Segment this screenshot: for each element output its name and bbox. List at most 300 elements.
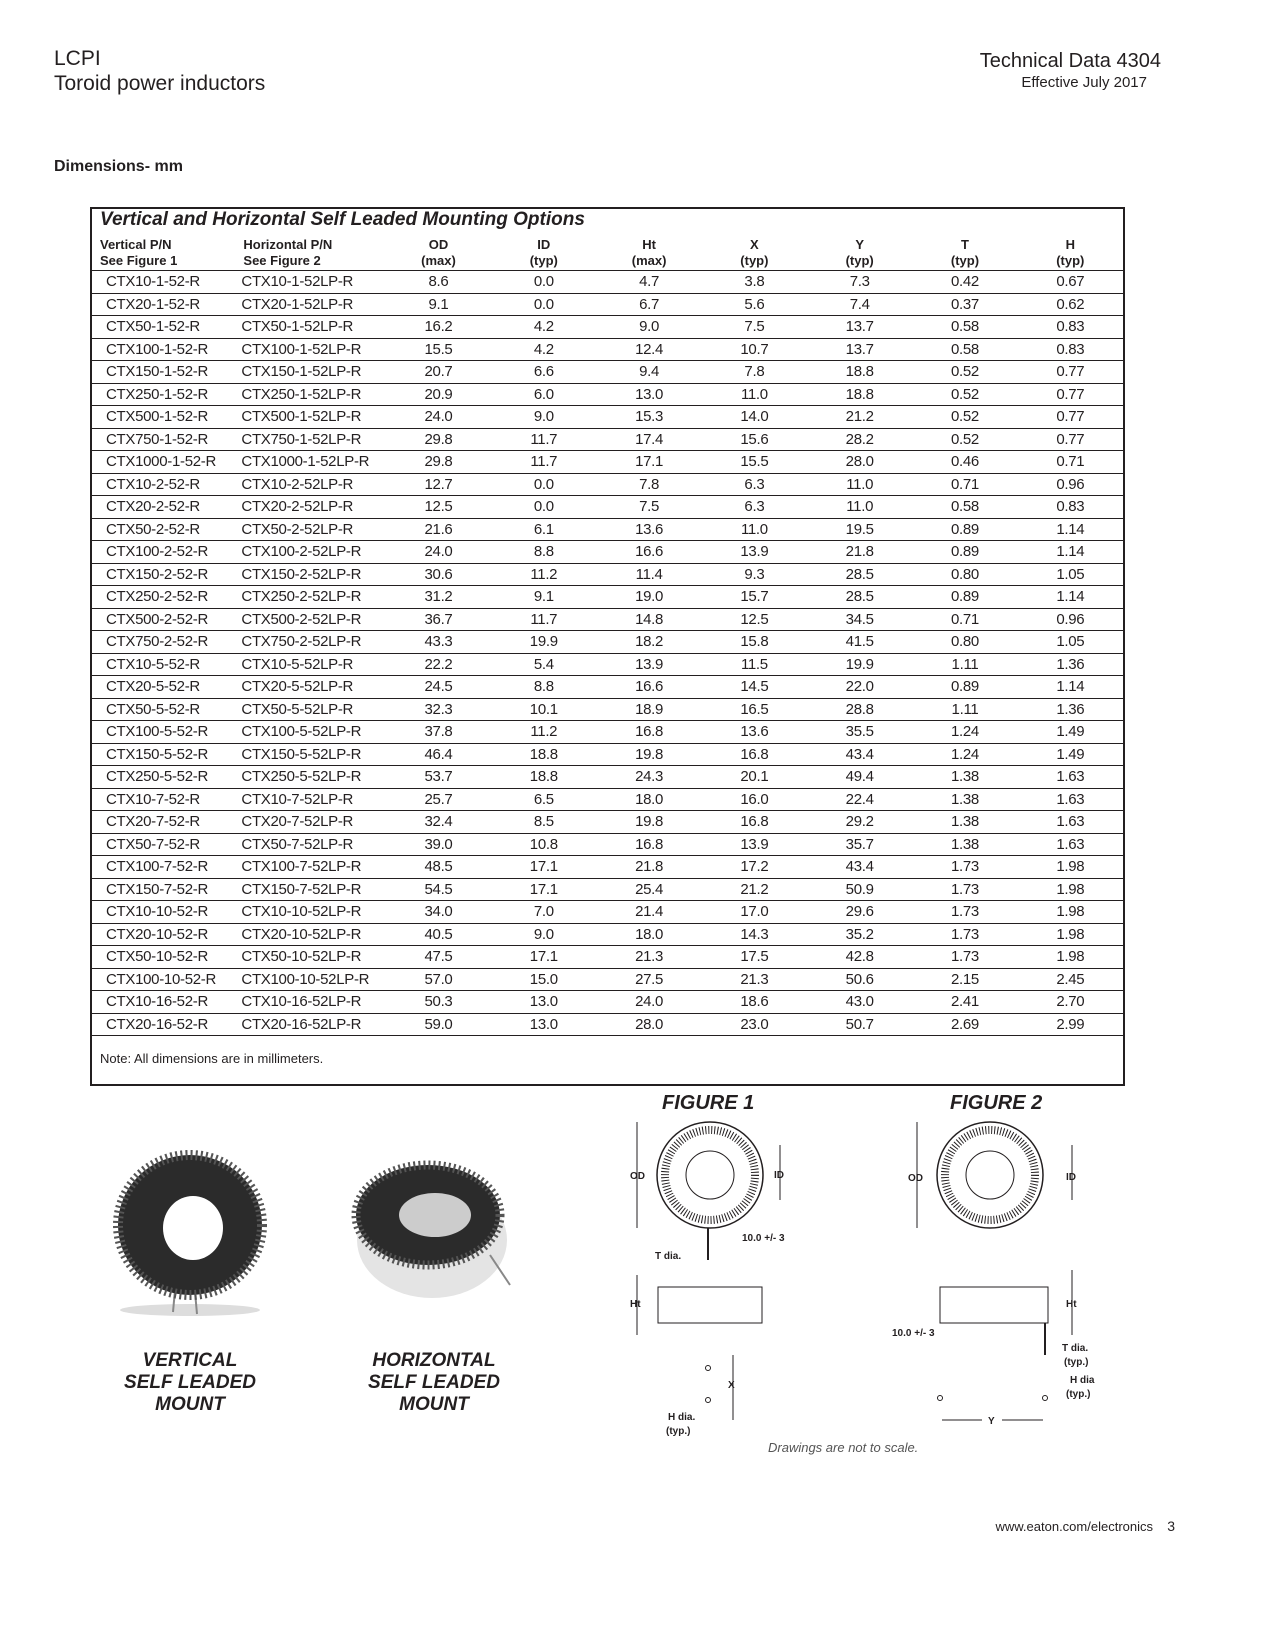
table-cell: 10.7	[702, 338, 807, 361]
table-cell: 0.42	[912, 271, 1017, 294]
table-cell: 15.3	[596, 406, 701, 429]
table-cell: CTX750-1-52-R	[92, 428, 235, 451]
table-cell: 9.0	[596, 316, 701, 339]
table-cell: 18.6	[702, 991, 807, 1014]
table-cell: 28.5	[807, 563, 912, 586]
table-cell: CTX20-1-52-R	[92, 293, 235, 316]
table-cell: CTX750-2-52LP-R	[235, 631, 385, 654]
table-cell: 21.3	[596, 946, 701, 969]
table-cell: 1.05	[1018, 563, 1123, 586]
table-cell: 29.6	[807, 901, 912, 924]
table-cell: CTX250-2-52LP-R	[235, 586, 385, 609]
table-cell: 28.0	[807, 451, 912, 474]
table-cell: 15.7	[702, 586, 807, 609]
table-cell: 25.4	[596, 878, 701, 901]
table-cell: 18.8	[491, 743, 596, 766]
table-cell: 1.14	[1018, 541, 1123, 564]
table-cell: 19.8	[596, 743, 701, 766]
table-cell: 1.73	[912, 946, 1017, 969]
table-cell: CTX50-10-52LP-R	[235, 946, 385, 969]
table-cell: CTX150-7-52LP-R	[235, 878, 385, 901]
table-cell: CTX250-5-52LP-R	[235, 766, 385, 789]
table-cell: 0.83	[1018, 496, 1123, 519]
table-cell: 0.0	[491, 271, 596, 294]
t-dia-typ-label: (typ.)	[1064, 1357, 1089, 1368]
table-cell: 1.11	[912, 653, 1017, 676]
effective-date: Effective July 2017	[1021, 74, 1147, 91]
table-cell: 21.2	[702, 878, 807, 901]
column-header-line: T	[961, 237, 969, 252]
table-cell: 29.8	[386, 428, 491, 451]
header-left	[54, 46, 265, 96]
table-cell: 1.98	[1018, 901, 1123, 924]
table-row	[92, 901, 1123, 924]
table-cell: 1.24	[912, 743, 1017, 766]
table-cell: 54.5	[386, 878, 491, 901]
column-header-line: OD	[428, 237, 449, 252]
table-cell: 8.8	[491, 676, 596, 699]
caption-line: SELF LEADED	[368, 1372, 500, 1393]
table-cell: CTX10-7-52-R	[92, 788, 235, 811]
table-cell: 28.2	[807, 428, 912, 451]
table-cell: 11.0	[702, 518, 807, 541]
table-cell: 43.0	[807, 991, 912, 1014]
table-cell: 22.0	[807, 676, 912, 699]
table-cell: CTX50-7-52LP-R	[235, 833, 385, 856]
table-cell: 1.63	[1018, 833, 1123, 856]
table-cell: 10.1	[491, 698, 596, 721]
table-cell: 1.73	[912, 901, 1017, 924]
table-cell: CTX20-2-52-R	[92, 496, 235, 519]
table-cell: CTX500-1-52LP-R	[235, 406, 385, 429]
table-cell: 4.2	[491, 338, 596, 361]
table-cell: 15.5	[702, 451, 807, 474]
lead-length-label: 10.0 +/- 3	[742, 1233, 785, 1244]
table-cell: CTX100-1-52-R	[92, 338, 235, 361]
table-cell: 1.38	[912, 811, 1017, 834]
table-cell: 27.5	[596, 968, 701, 991]
table-cell: CTX50-1-52-R	[92, 316, 235, 339]
table-row	[92, 991, 1123, 1014]
table-cell: 17.1	[491, 946, 596, 969]
table-row	[92, 811, 1123, 834]
table-cell: 5.4	[491, 653, 596, 676]
table-cell: 32.3	[386, 698, 491, 721]
table-row	[92, 586, 1123, 609]
table-cell: CTX20-1-52LP-R	[235, 293, 385, 316]
table-cell: 24.3	[596, 766, 701, 789]
table-cell: 50.3	[386, 991, 491, 1014]
table-cell: 32.4	[386, 811, 491, 834]
table-cell: CTX20-7-52LP-R	[235, 811, 385, 834]
table-cell: 0.77	[1018, 383, 1123, 406]
caption-line: MOUNT	[155, 1394, 225, 1415]
table-cell: 1.14	[1018, 586, 1123, 609]
table-cell: 6.7	[596, 293, 701, 316]
vertical-mount-caption	[90, 1350, 290, 1416]
table-cell: 13.6	[702, 721, 807, 744]
table-cell: 10.8	[491, 833, 596, 856]
table-cell: 0.80	[912, 631, 1017, 654]
table-cell: CTX150-7-52-R	[92, 878, 235, 901]
figure-1-drawing	[610, 1115, 830, 1445]
table-cell: 1.73	[912, 856, 1017, 879]
table-cell: 25.7	[386, 788, 491, 811]
h-dia-label: H dia	[1070, 1375, 1095, 1386]
table-cell: CTX100-10-52LP-R	[235, 968, 385, 991]
table-cell: 1.38	[912, 833, 1017, 856]
table-cell: 8.5	[491, 811, 596, 834]
table-cell: 16.8	[596, 833, 701, 856]
table-cell: 1.73	[912, 923, 1017, 946]
table-row	[92, 406, 1123, 429]
table-cell: 7.8	[596, 473, 701, 496]
table-cell: CTX100-10-52-R	[92, 968, 235, 991]
table-cell: CTX100-5-52LP-R	[235, 721, 385, 744]
table-cell: 0.89	[912, 676, 1017, 699]
table-cell: CTX100-2-52-R	[92, 541, 235, 564]
table-cell: CTX500-1-52-R	[92, 406, 235, 429]
header-right	[980, 50, 1161, 94]
table-cell: 30.6	[386, 563, 491, 586]
figure-2-drawing	[890, 1115, 1120, 1425]
caption-line: HORIZONTAL	[372, 1350, 496, 1371]
table-cell: 19.0	[596, 586, 701, 609]
table-cell: 50.6	[807, 968, 912, 991]
table-cell: 46.4	[386, 743, 491, 766]
caption-line: SELF LEADED	[124, 1372, 256, 1393]
table-cell: 9.3	[702, 563, 807, 586]
table-cell: CTX20-7-52-R	[92, 811, 235, 834]
table-note: Note: All dimensions are in millimeters.	[100, 1051, 324, 1066]
table-cell: 17.2	[702, 856, 807, 879]
table-cell: CTX10-10-52-R	[92, 901, 235, 924]
table-cell: CTX20-16-52LP-R	[235, 1013, 385, 1036]
t-dia-label: T dia.	[655, 1251, 682, 1262]
table-cell: 12.5	[386, 496, 491, 519]
table-cell: 7.5	[596, 496, 701, 519]
table-cell: 16.8	[596, 721, 701, 744]
x-label: X	[728, 1380, 735, 1391]
table-cell: 17.1	[491, 856, 596, 879]
table-cell: CTX150-1-52LP-R	[235, 361, 385, 384]
table-cell: 13.9	[596, 653, 701, 676]
table-cell: 35.2	[807, 923, 912, 946]
column-header-line: See Figure 2	[243, 253, 321, 268]
table-cell: 0.58	[912, 316, 1017, 339]
table-cell: 16.8	[702, 811, 807, 834]
table-cell: 28.8	[807, 698, 912, 721]
table-cell: CTX150-5-52-R	[92, 743, 235, 766]
table-cell: 0.96	[1018, 608, 1123, 631]
table-cell: 1.14	[1018, 518, 1123, 541]
table-cell: 9.0	[491, 923, 596, 946]
table-cell: 24.0	[386, 406, 491, 429]
table-cell: 24.5	[386, 676, 491, 699]
table-cell: CTX10-10-52LP-R	[235, 901, 385, 924]
table-cell: 24.0	[596, 991, 701, 1014]
column-header-line: (typ)	[1056, 253, 1085, 268]
table-cell: 15.0	[491, 968, 596, 991]
table-cell: 13.0	[491, 1013, 596, 1036]
table-cell: CTX20-2-52LP-R	[235, 496, 385, 519]
table-header-row	[92, 233, 1123, 271]
drawing-note: Drawings are not to scale.	[768, 1440, 919, 1455]
table-cell: 1.98	[1018, 856, 1123, 879]
table-cell: 0.89	[912, 518, 1017, 541]
table-cell: 49.4	[807, 766, 912, 789]
table-cell: 18.8	[807, 383, 912, 406]
table-cell: CTX10-2-52LP-R	[235, 473, 385, 496]
table-cell: 14.5	[702, 676, 807, 699]
table-cell: 12.5	[702, 608, 807, 631]
table-cell: 14.0	[702, 406, 807, 429]
table-cell: 0.83	[1018, 316, 1123, 339]
ht-label: Ht	[1066, 1299, 1077, 1310]
table-cell: 20.9	[386, 383, 491, 406]
table-cell: 34.0	[386, 901, 491, 924]
table-row	[92, 518, 1123, 541]
table-cell: 11.7	[491, 451, 596, 474]
table-cell: 35.5	[807, 721, 912, 744]
table-row	[92, 428, 1123, 451]
horizontal-mount-caption	[334, 1350, 534, 1416]
table-cell: CTX20-5-52LP-R	[235, 676, 385, 699]
table-cell: 20.7	[386, 361, 491, 384]
table-cell: 13.6	[596, 518, 701, 541]
column-header-line: Horizontal P/N	[243, 237, 333, 252]
column-header	[235, 233, 385, 271]
table-cell: CTX20-16-52-R	[92, 1013, 235, 1036]
table-cell: 16.8	[702, 743, 807, 766]
table-cell: 11.7	[491, 608, 596, 631]
table-row	[92, 473, 1123, 496]
table-cell: CTX20-5-52-R	[92, 676, 235, 699]
table-cell: 0.52	[912, 383, 1017, 406]
table-cell: 2.69	[912, 1013, 1017, 1036]
column-header	[386, 233, 491, 271]
table-row	[92, 676, 1123, 699]
table-cell: 0.52	[912, 428, 1017, 451]
table-cell: CTX10-5-52LP-R	[235, 653, 385, 676]
table-cell: 9.4	[596, 361, 701, 384]
table-cell: 0.83	[1018, 338, 1123, 361]
table-row	[92, 833, 1123, 856]
table-cell: 0.89	[912, 541, 1017, 564]
table-cell: 11.4	[596, 563, 701, 586]
table-row	[92, 496, 1123, 519]
table-row	[92, 653, 1123, 676]
column-header	[491, 233, 596, 271]
table-cell: 21.3	[702, 968, 807, 991]
table-cell: 1.38	[912, 788, 1017, 811]
table-cell: CTX100-5-52-R	[92, 721, 235, 744]
table-cell: CTX250-1-52LP-R	[235, 383, 385, 406]
table-cell: 18.8	[807, 361, 912, 384]
table-cell: 37.8	[386, 721, 491, 744]
t-dia-label: T dia.	[1062, 1343, 1089, 1354]
column-header	[702, 233, 807, 271]
table-cell: CTX150-5-52LP-R	[235, 743, 385, 766]
table-cell: 0.67	[1018, 271, 1123, 294]
table-cell: 4.2	[491, 316, 596, 339]
table-cell: CTX50-10-52-R	[92, 946, 235, 969]
table-cell: CTX250-5-52-R	[92, 766, 235, 789]
table-cell: 18.9	[596, 698, 701, 721]
column-header-line: H	[1065, 237, 1075, 252]
dimensions-table	[92, 233, 1123, 1036]
table-cell: 42.8	[807, 946, 912, 969]
table-cell: 0.37	[912, 293, 1017, 316]
table-cell: 0.58	[912, 338, 1017, 361]
table-cell: 35.7	[807, 833, 912, 856]
table-row	[92, 316, 1123, 339]
table-cell: 11.2	[491, 721, 596, 744]
table-cell: 4.7	[596, 271, 701, 294]
column-header-line: X	[750, 237, 759, 252]
footer-url[interactable]: www.eaton.com/electronics	[995, 1519, 1153, 1534]
page-number: 3	[1167, 1518, 1175, 1534]
table-cell: 2.70	[1018, 991, 1123, 1014]
table-cell: 0.96	[1018, 473, 1123, 496]
column-header	[92, 233, 235, 271]
table-row	[92, 451, 1123, 474]
table-cell: 0.0	[491, 473, 596, 496]
table-cell: CTX100-1-52LP-R	[235, 338, 385, 361]
table-cell: CTX10-2-52-R	[92, 473, 235, 496]
table-cell: 0.71	[912, 608, 1017, 631]
table-cell: 48.5	[386, 856, 491, 879]
table-cell: CTX150-1-52-R	[92, 361, 235, 384]
table-cell: 6.5	[491, 788, 596, 811]
table-cell: 0.77	[1018, 406, 1123, 429]
table-cell: CTX20-10-52-R	[92, 923, 235, 946]
table-cell: 16.0	[702, 788, 807, 811]
table-cell: 1.73	[912, 878, 1017, 901]
table-row	[92, 878, 1123, 901]
y-label: Y	[988, 1416, 995, 1425]
table-cell: 17.5	[702, 946, 807, 969]
table-cell: 12.4	[596, 338, 701, 361]
table-cell: 1.98	[1018, 878, 1123, 901]
column-header-line: Ht	[642, 237, 656, 252]
table-cell: 13.9	[702, 833, 807, 856]
table-cell: CTX100-7-52-R	[92, 856, 235, 879]
table-row	[92, 271, 1123, 294]
table-cell: 21.2	[807, 406, 912, 429]
product-subtitle: Toroid power inductors	[54, 72, 266, 95]
table-cell: 6.1	[491, 518, 596, 541]
table-cell: CTX20-10-52LP-R	[235, 923, 385, 946]
table-cell: 2.99	[1018, 1013, 1123, 1036]
table-cell: 18.0	[596, 923, 701, 946]
table-cell: 36.7	[386, 608, 491, 631]
table-cell: 8.6	[386, 271, 491, 294]
table-cell: CTX100-7-52LP-R	[235, 856, 385, 879]
table-title: Vertical and Horizontal Self Leaded Mounting Options	[100, 209, 585, 230]
table-cell: 21.6	[386, 518, 491, 541]
table-cell: 21.4	[596, 901, 701, 924]
table-cell: 5.6	[702, 293, 807, 316]
table-cell: 23.0	[702, 1013, 807, 1036]
table-cell: CTX250-1-52-R	[92, 383, 235, 406]
table-cell: 6.3	[702, 473, 807, 496]
table-row	[92, 788, 1123, 811]
table-cell: 1.38	[912, 766, 1017, 789]
table-cell: 34.5	[807, 608, 912, 631]
table-cell: 28.5	[807, 586, 912, 609]
table-cell: 11.7	[491, 428, 596, 451]
table-cell: 57.0	[386, 968, 491, 991]
table-row	[92, 923, 1123, 946]
column-header	[596, 233, 701, 271]
table-cell: CTX150-2-52-R	[92, 563, 235, 586]
table-cell: 13.9	[702, 541, 807, 564]
table-cell: CTX500-2-52-R	[92, 608, 235, 631]
table-cell: 1.49	[1018, 721, 1123, 744]
table-cell: 0.0	[491, 293, 596, 316]
table-cell: 0.52	[912, 406, 1017, 429]
table-cell: 0.71	[1018, 451, 1123, 474]
table-cell: 15.5	[386, 338, 491, 361]
table-cell: 6.3	[702, 496, 807, 519]
id-label: ID	[1066, 1172, 1076, 1183]
table-cell: 39.0	[386, 833, 491, 856]
table-row	[92, 608, 1123, 631]
column-header-line: ID	[537, 237, 551, 252]
section-title: Dimensions- mm	[54, 158, 183, 175]
brand: LCPI	[54, 47, 101, 70]
table-row	[92, 338, 1123, 361]
table-cell: 20.1	[702, 766, 807, 789]
table-cell: 40.5	[386, 923, 491, 946]
table-cell: 6.0	[491, 383, 596, 406]
table-cell: 43.3	[386, 631, 491, 654]
table-cell: 19.9	[807, 653, 912, 676]
table-cell: 21.8	[807, 541, 912, 564]
table-cell: 0.58	[912, 496, 1017, 519]
table-cell: CTX10-16-52LP-R	[235, 991, 385, 1014]
table-cell: CTX1000-1-52-R	[92, 451, 235, 474]
table-cell: 11.5	[702, 653, 807, 676]
table-row	[92, 968, 1123, 991]
table-row	[92, 698, 1123, 721]
column-header-line: (typ)	[950, 253, 980, 268]
table-cell: CTX100-2-52LP-R	[235, 541, 385, 564]
table-cell: CTX150-2-52LP-R	[235, 563, 385, 586]
table-cell: 0.52	[912, 361, 1017, 384]
table-cell: CTX50-7-52-R	[92, 833, 235, 856]
table-cell: 18.2	[596, 631, 701, 654]
table-cell: CTX500-2-52LP-R	[235, 608, 385, 631]
column-header-line: (max)	[631, 253, 667, 268]
table-cell: 16.2	[386, 316, 491, 339]
table-cell: 15.6	[702, 428, 807, 451]
table-row	[92, 766, 1123, 789]
table-cell: 16.6	[596, 676, 701, 699]
table-row	[92, 856, 1123, 879]
table-cell: 28.0	[596, 1013, 701, 1036]
table-cell: CTX10-1-52LP-R	[235, 271, 385, 294]
table-cell: 47.5	[386, 946, 491, 969]
table-cell: 24.0	[386, 541, 491, 564]
table-row	[92, 541, 1123, 564]
table-cell: 19.5	[807, 518, 912, 541]
table-cell: 50.7	[807, 1013, 912, 1036]
table-cell: 0.0	[491, 496, 596, 519]
table-cell: 17.1	[596, 451, 701, 474]
column-header-line: (max)	[421, 253, 456, 268]
